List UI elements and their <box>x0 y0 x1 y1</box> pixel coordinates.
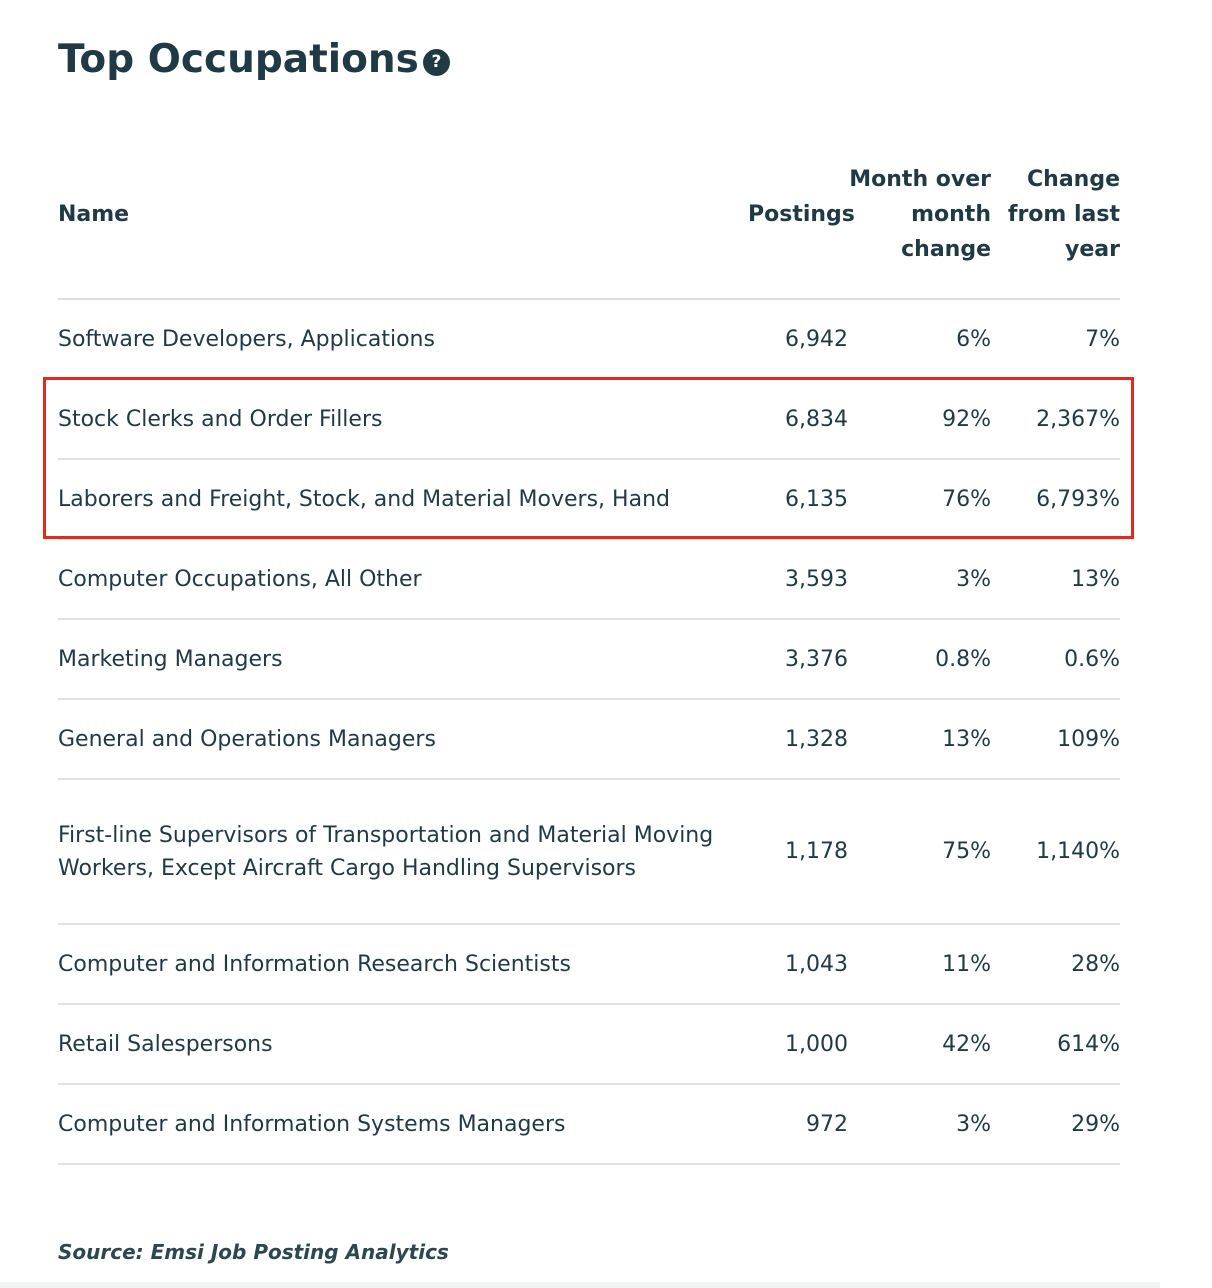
postings-value: 3,593 <box>748 539 848 619</box>
occupations-table <box>58 130 1120 1165</box>
page-title: Top Occupations <box>58 36 419 82</box>
column-header-name[interactable]: Name <box>58 130 748 299</box>
column-header-postings[interactable]: Postings <box>748 130 848 299</box>
mom-change-value: 76% <box>848 459 991 539</box>
yoy-change-value: 13% <box>991 539 1120 619</box>
postings-value: 1,043 <box>748 924 848 1004</box>
yoy-change-value: 614% <box>991 1004 1120 1084</box>
postings-value: 1,178 <box>748 779 848 924</box>
title-row <box>58 34 450 84</box>
mom-change-value: 0.8% <box>848 619 991 699</box>
table-row <box>58 1004 1120 1084</box>
postings-value: 3,376 <box>748 619 848 699</box>
yoy-change-value: 29% <box>991 1084 1120 1164</box>
table-row <box>58 379 1120 459</box>
yoy-change-value: 0.6% <box>991 619 1120 699</box>
occupation-name: Laborers and Freight, Stock, and Material Movers, Hand <box>58 459 748 539</box>
occupation-name: Computer Occupations, All Other <box>58 539 748 619</box>
yoy-change-value: 7% <box>991 299 1120 379</box>
table-header-row <box>58 130 1120 299</box>
yoy-change-value: 2,367% <box>991 379 1120 459</box>
yoy-change-value: 109% <box>991 699 1120 779</box>
occupation-name: Retail Salespersons <box>58 1004 748 1084</box>
table-row <box>58 699 1120 779</box>
table-row <box>58 1084 1120 1164</box>
table-row <box>58 299 1120 379</box>
table-row <box>58 924 1120 1004</box>
mom-change-value: 6% <box>848 299 991 379</box>
postings-value: 1,328 <box>748 699 848 779</box>
postings-value: 1,000 <box>748 1004 848 1084</box>
table-row <box>58 779 1120 924</box>
yoy-change-value: 28% <box>991 924 1120 1004</box>
postings-value: 6,942 <box>748 299 848 379</box>
mom-change-value: 42% <box>848 1004 991 1084</box>
occupation-name: Computer and Information Systems Managers <box>58 1084 748 1164</box>
postings-value: 6,135 <box>748 459 848 539</box>
table-row <box>58 459 1120 539</box>
yoy-change-value: 6,793% <box>991 459 1120 539</box>
mom-change-value: 3% <box>848 1084 991 1164</box>
mom-change-value: 13% <box>848 699 991 779</box>
table-row <box>58 619 1120 699</box>
column-header-change-from-last-year[interactable]: Change from last year <box>991 130 1120 299</box>
mom-change-value: 92% <box>848 379 991 459</box>
occupation-name: First-line Supervisors of Transportation and Material Moving Workers, Except Aircraft Cargo Handling Supervisors <box>58 779 748 924</box>
occupation-name: Computer and Information Research Scientists <box>58 924 748 1004</box>
column-header-month-over-month[interactable]: Month over month change <box>848 130 991 299</box>
postings-value: 972 <box>748 1084 848 1164</box>
yoy-change-value: 1,140% <box>991 779 1120 924</box>
postings-value: 6,834 <box>748 379 848 459</box>
occupation-name: Marketing Managers <box>58 619 748 699</box>
source-note: Source: Emsi Job Posting Analytics <box>58 1240 449 1264</box>
question-circle-icon[interactable]: ? <box>423 49 450 76</box>
occupation-name: General and Operations Managers <box>58 699 748 779</box>
table-row <box>58 539 1120 619</box>
occupation-name: Software Developers, Applications <box>58 299 748 379</box>
mom-change-value: 11% <box>848 924 991 1004</box>
mom-change-value: 75% <box>848 779 991 924</box>
bottom-divider <box>0 1282 1160 1288</box>
occupation-name: Stock Clerks and Order Fillers <box>58 379 748 459</box>
mom-change-value: 3% <box>848 539 991 619</box>
